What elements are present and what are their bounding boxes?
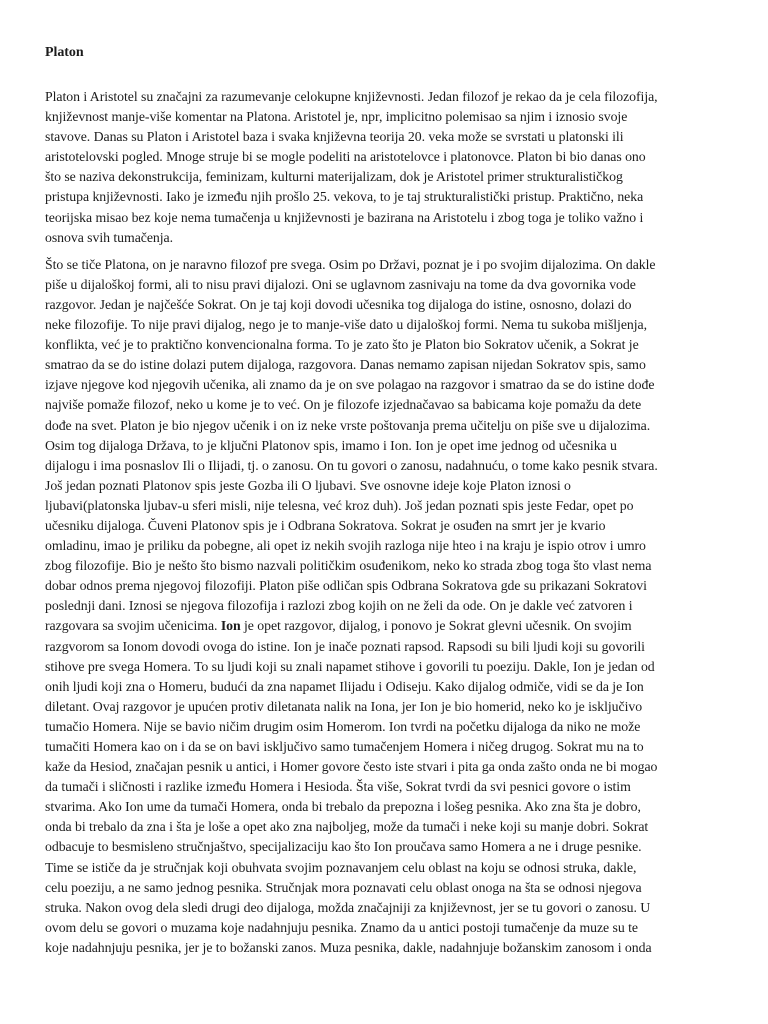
text-line: celu poeziju, a ne samo jednog pesnika. Stručnjak mora poznavati celu oblast onoga na šta se odnosi njegova <box>45 879 642 895</box>
text-line: smatrao da se do istine dolazi putem dijaloga, razgovora. Danas nemamo zapisan nijedan Sokratov spis, samo <box>45 357 646 373</box>
text-line: Osim tog dijaloga Država, to je ključni Platonov spis, imamo i Ion. Ion je opet ime jednog od učesnika u <box>45 437 617 453</box>
text-line: stihove pre svega Homera. To su ljudi koji su znali napamet stihove i govorili tu poeziju. Dakle, Ion je jedan od <box>45 658 655 674</box>
text-line: teorijska misao bez koje nema tumačenja u književnosti je bazirana na Aristotelu i zbog toga je toliko važno i <box>45 209 644 225</box>
text-line: da tumači i sličnosti i razlike između Homera i Hesioda. Šta više, Sokrat tvrdi da svi pesnici govore o istim <box>45 779 631 795</box>
text-line: stavove. Danas su Platon i Aristotel baza i svaka književna teorija 20. veka može se svrstati u platonski ili <box>45 129 624 145</box>
text-line: osnova svih tumačenja. <box>45 229 174 245</box>
text-line: piše u dijaloškoj formi, ali to nisu pravi dijalozi. Oni se uglavnom zasnivaju na tome da dva govornika vode <box>45 276 636 292</box>
text-line: najviše pomaže filozof, neko u kome je to već. On je filozofe izjednačavao sa babicama koje pomažu da dete <box>45 397 642 413</box>
text-line: dobar odnos prema njegovoj filozofiji. Platon piše odličan spis Odbrana Sokratova gde su prikazani Sokratovi <box>45 578 647 594</box>
text-line: što se naziva dekonstrukcija, feminizam, kulturni materijalizam, dok je Aristotel primer strukturalističkog <box>45 169 623 185</box>
text-line: ljubavi(platonska ljubav-u sferi misli, nije telesna, već kroz duh). Još jedan poznati spis jeste Fedar, opet po <box>45 497 634 513</box>
text-line: dijalogu i ima posnaslov Ili o Ilijadi, tj. o zanosu. On tu govori o zanosu, nadahnuću, o tome kako pesnik stvara. <box>45 457 658 473</box>
text-line: kaže da Hesiod, značajan pesnik u antici, i Homer govore često iste stvari i pita ga onda zašto onda ne bi mogao <box>45 759 658 775</box>
text-line: stvarima. Ako Ion ume da tumači Homera, onda bi trebalo da prepozna i lošeg pesnika. Ako zna šta je dobro, <box>45 799 641 815</box>
text-line: Time se ističe da je stručnjak koji obuhvata svojim poznavanjem celu oblast na koju se odnosi struka, dakle, <box>45 859 637 875</box>
text-run: razgovara sa svojim učenicima. <box>45 618 221 634</box>
text-line: Još jedan poznati Platonov spis jeste Gozba ili O ljubavi. Sve osnovne ideje koje Platon iznosi o <box>45 477 571 493</box>
text-line: aristotelovski pogled. Mnoge struje bi se mogle podeliti na aristotelovce i platonovce. Platon bi bio danas ono <box>45 149 646 165</box>
text-line: onda bi trebalo da zna i šta je loše a opet ako zna najboljeg, može da tumači i neke koji su manje dobri. Sokrat <box>45 819 649 835</box>
text-line: književnost manje-više komentar na Platona. Aristotel je, npr, implicitno polemisao sa njim i iznosio svoje <box>45 109 628 125</box>
text-line: pristupa književnosti. Iako je između njih prošlo 25. vekova, to je taj strukturalistički pristup. Praktično, neka <box>45 189 644 205</box>
text-line: tumačio Homera. Nije se bavio ničim drugim osim Homerom. Ion tvrdi na početku dijaloga da niko ne može <box>45 718 641 734</box>
text-line: dođe na svet. Platon je bio njegov učenik i on iz neke vrste poštovanja prema učitelju on piše sve u dijalozima. <box>45 417 651 433</box>
text-line: razgovor. Jedan je najčešće Sokrat. On je taj koji dovodi učesnika tog dijaloga do istine, osnosno, dolazi do <box>45 296 632 312</box>
text-line: izjave njegove kod njegovih učenika, ali znamo da je on sve polagao na razgovor i smatrao da se do istine dođe <box>45 377 655 393</box>
text-line: tumačiti Homera kao on i da se on bavi isključivo samo tumačenjem Homera i ničeg drugog. Sokrat mu na to <box>45 739 644 754</box>
text-line: ovom delu se govori o muzama koje nadahnjuju pesnika. Znamo da u antici postoji tumačenje da muze su te <box>45 919 638 935</box>
text-line: Što se tiče Platona, on je naravno filozof pre svega. Osim po Državi, poznat je i po svojim dijalozima. On dakle <box>45 256 656 272</box>
text-line: koje nadahnjuju pesnika, jer je to božanski zanos. Muza pesnika, dakle, nadahnjuje božanskim zanosom i onda <box>45 939 652 955</box>
paragraph-2 <box>45 255 725 958</box>
text-line: razgvorom sa Ionom dovodi ovoga do istine. Ion je inače poznati rapsod. Rapsodi su bili ljudi koji su govorili <box>45 638 645 654</box>
text-line: Platon i Aristotel su značajni za razumevanje celokupne književnosti. Jedan filozof je rekao da je cela filozofija, <box>45 89 658 104</box>
text-line: omladinu, imao je priliku da pobegne, ali opet iz nekih svojih razloga nije hteo i na kraju je ispio otrov i umro <box>45 538 646 554</box>
paragraph-1 <box>45 87 725 248</box>
text-run: je opet razgovor, dijalog, i ponovo je Sokrat glevni učesnik. On svojim <box>240 618 632 634</box>
text-line: diletant. Ovaj razgovor je upućen protiv diletanata nalik na Iona, jer Ion je bio homerid, neko ko je isključivo <box>45 698 643 714</box>
document-title: Platon <box>45 45 84 60</box>
text-line <box>45 616 725 636</box>
bold-word: Ion <box>220 618 241 634</box>
text-line: zbog filozofije. Bio je nešto što bismo nazvali političkim osuđenikom, neko ko strada zbog toga što vlast nema <box>45 558 652 574</box>
text-line: poslednji dani. Iznosi se njegova filozofija i razlozi zbog kojih on ne želi da ode. On je dakle već zatvoren i <box>45 598 633 614</box>
text-line: struka. Nakon ovog dela sledi drugi deo dijaloga, možda značajniji za književnost, jer se tu govori o zanosu. U <box>45 899 651 915</box>
text-line: odbacuje to besmisleno stručnjaštvo, specijalizaciju kao što Ion proučava samo Homera a ne i druge pesnike. <box>45 839 642 855</box>
text-line: učesniku dijaloga. Čuveni Platonov spis je i Odbrana Sokratova. Sokrat je osuđen na smrt jer je kvario <box>45 517 606 533</box>
text-line: konflikta, već je to praktično konvencionalna forma. To je zato što je Platon bio Sokratov učenik, a Sokrat je <box>45 337 639 353</box>
text-line: neke filozofije. To nije pravi dijalog, nego je to manje-više dato u dijaloškoj formi. Nema tu sukoba mišljenja, <box>45 317 648 333</box>
text-line: onih ljudi koji zna o Homeru, budući da zna napamet Ilijadu i Odiseju. Kako dijalog odmiče, vidi se da je Ion <box>45 678 644 694</box>
